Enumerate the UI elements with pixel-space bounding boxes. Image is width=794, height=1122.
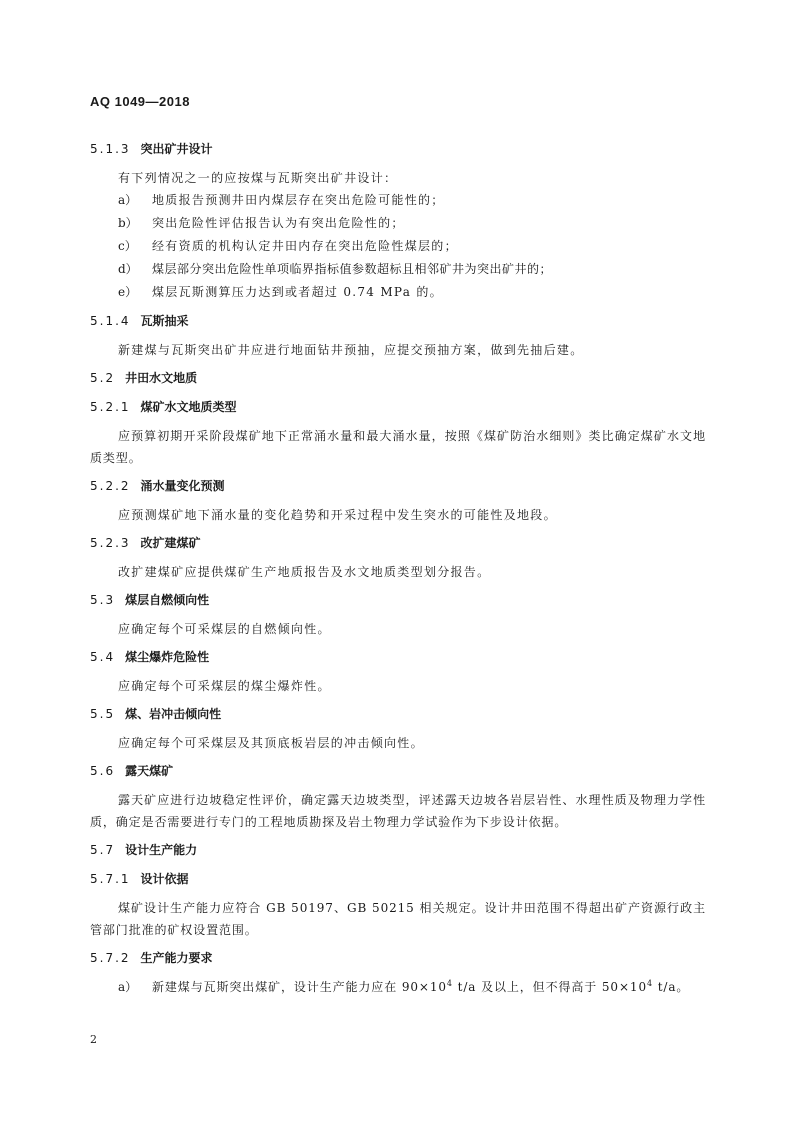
list-item-text: 地质报告预测井田内煤层存在突出危险可能性的；: [152, 193, 445, 207]
section-heading-5-4: [90, 646, 706, 668]
section-heading-5-3: [90, 589, 706, 611]
section-heading-5-7-2: [90, 947, 706, 969]
list-item-text: 突出危险性评估报告认为有突出危险性的；: [152, 216, 405, 230]
section-body: 应确定每个可采煤层的煤尘爆炸性。: [118, 679, 331, 693]
list-item-text: 经有资质的机构认定井田内存在突出危险性煤层的；: [152, 239, 458, 253]
section-heading-5-2-2: [90, 475, 706, 497]
section-body: 应预算初期开采阶段煤矿地下正常涌水量和最大涌水量，按照《煤矿防治水细则》类比确定煤矿水文地质类型。: [90, 429, 706, 465]
section-title: 煤层自燃倾向性: [125, 593, 210, 607]
section-number: 5.5: [90, 707, 116, 721]
exponent: 4: [446, 979, 453, 988]
section-heading-5-2: [90, 367, 706, 389]
section-heading-5-2-3: [90, 532, 706, 554]
section-number: 5.7: [90, 843, 116, 857]
list-marker: c）: [118, 239, 137, 253]
section-body: 煤矿设计生产能力应符合 GB 50197、GB 50215 相关规定。设计井田范围不得超出矿产资源行政主管部门批准的矿权设置范围。: [90, 901, 706, 937]
list-item: [90, 189, 706, 212]
list-marker: a）: [118, 980, 138, 994]
section-body: 应预测煤矿地下涌水量的变化趋势和开采过程中发生突水的可能性及地段。: [118, 508, 557, 522]
section-body: 露天矿应进行边坡稳定性评价，确定露天边坡类型，评述露天边坡各岩层岩性、水理性质及物理力学性质，确定是否需要进行专门的工程地质勘探及岩土物理力学试验作为下步设计依据。: [90, 793, 706, 829]
page-content: [90, 138, 706, 999]
list-item: [90, 258, 706, 281]
section-number: 5.3: [90, 593, 116, 607]
standard-code: AQ 1049—2018: [90, 94, 190, 109]
section-intro: 有下列情况之一的应按煤与瓦斯突出矿井设计：: [118, 171, 398, 185]
section-title: 煤尘爆炸危险性: [125, 650, 210, 664]
list-item: [90, 212, 706, 235]
section-title: 改扩建煤矿: [140, 536, 201, 550]
list-item: [90, 281, 706, 304]
list-marker: e）: [118, 285, 138, 299]
section-title: 露天煤矿: [125, 764, 174, 778]
section-number: 5.1.3: [90, 142, 131, 156]
section-title: 设计生产能力: [125, 843, 198, 857]
section-number: 5.7.1: [90, 872, 131, 886]
section-number: 5.1.4: [90, 314, 131, 328]
list-item: [90, 976, 706, 999]
list-item-text: t/a 及以上，但不得高于 50×10: [452, 980, 647, 994]
section-title: 井田水文地质: [125, 371, 198, 385]
list-item-text: 新建煤与瓦斯突出煤矿，设计生产能力应在 90×10: [152, 980, 447, 994]
section-title: 设计依据: [140, 872, 189, 886]
section-heading-5-6: [90, 760, 706, 782]
section-title: 煤、岩冲击倾向性: [125, 707, 222, 721]
section-heading-5-7: [90, 839, 706, 861]
list-marker: d）: [118, 262, 138, 276]
section-title: 突出矿井设计: [140, 142, 213, 156]
list-item: [90, 235, 706, 258]
section-heading-5-5: [90, 703, 706, 725]
condition-list: [90, 189, 706, 304]
list-item-text: 煤层部分突出危险性单项临界指标值参数超标且相邻矿井为突出矿井的；: [152, 262, 553, 276]
section-number: 5.2.2: [90, 479, 131, 493]
section-heading-5-2-1: [90, 396, 706, 418]
list-item-text: t/a。: [652, 980, 690, 994]
section-heading-5-1-3: [90, 138, 706, 160]
section-body: 新建煤与瓦斯突出矿井应进行地面钻井预抽，应提交预抽方案，做到先抽后建。: [118, 343, 584, 357]
section-number: 5.2.1: [90, 400, 131, 414]
section-number: 5.6: [90, 764, 116, 778]
page-number: 2: [90, 1033, 97, 1046]
section-number: 5.4: [90, 650, 116, 664]
section-title: 涌水量变化预测: [140, 479, 225, 493]
section-title: 生产能力要求: [140, 951, 213, 965]
list-marker: b）: [118, 216, 138, 230]
section-body: 应确定每个可采煤层的自燃倾向性。: [118, 622, 331, 636]
section-number: 5.7.2: [90, 951, 131, 965]
section-title: 瓦斯抽采: [140, 314, 189, 328]
exponent: 4: [646, 979, 653, 988]
section-title: 煤矿水文地质类型: [140, 400, 237, 414]
section-number: 5.2.3: [90, 536, 131, 550]
section-heading-5-1-4: [90, 310, 706, 332]
list-marker: a）: [118, 193, 138, 207]
section-number: 5.2: [90, 371, 116, 385]
section-heading-5-7-1: [90, 868, 706, 890]
section-body: 应确定每个可采煤层及其顶底板岩层的冲击倾向性。: [118, 736, 424, 750]
section-body: 改扩建煤矿应提供煤矿生产地质报告及水文地质类型划分报告。: [118, 565, 491, 579]
list-item-text: 煤层瓦斯测算压力达到或者超过 0.74 MPa 的。: [152, 285, 443, 299]
